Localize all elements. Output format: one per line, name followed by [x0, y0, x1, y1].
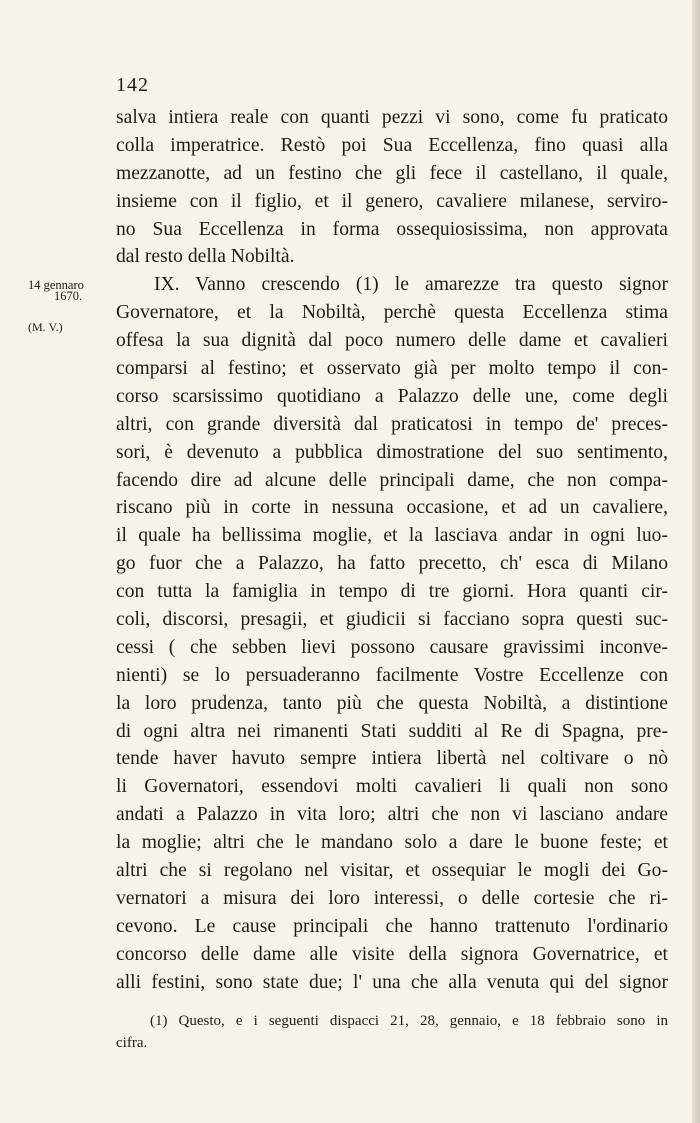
- margin-note: [28, 278, 112, 334]
- body-line: con tutta la famiglia in tempo di tre giorni. Hora quanti cir-: [116, 581, 668, 603]
- body-line: altri che si regolano nel visitar, et ossequiar le mogli dei Go-: [116, 860, 668, 882]
- body-line: cevono. Le cause principali che hanno trattenuto l'ordinario: [116, 915, 668, 937]
- body-line: andati a Palazzo in vita loro; altri che non vi lasciano andare: [116, 804, 668, 826]
- body-line: corso scarsissimo quotidiano a Palazzo delle une, come degli: [116, 385, 668, 407]
- body-line: go fuor che a Palazzo, ha fatto precetto, ch' esca di Milano: [116, 553, 668, 575]
- body-line: altri, con grande diversità dal praticatosi in tempo de' preces-: [116, 413, 668, 435]
- body-line: di ogni altra nei rimanenti Stati sudditi al Re di Spagna, pre-: [116, 720, 668, 742]
- body-line: no Sua Eccellenza in forma ossequiosissima, non approvata: [116, 218, 668, 240]
- body-line: mezzanotte, ad un festino che gli fece il castellano, il quale,: [116, 162, 668, 184]
- body-line: dal resto della Nobiltà.: [116, 246, 295, 268]
- page-number: 142: [116, 74, 149, 96]
- body-line: la loro prudenza, tanto più che questa Nobiltà, a distintione: [116, 692, 668, 714]
- page-edge: [692, 0, 700, 1123]
- body-line: riscano più in corte in nessuna occasione, et ad un cavaliere,: [116, 497, 668, 519]
- body-line: concorso delle dame alle visite della signora Governatrice, et: [116, 943, 668, 965]
- margin-note-year: 1670.: [54, 289, 83, 303]
- body-line: salva intiera reale con quanti pezzi vi sono, come fu praticato: [116, 107, 668, 128]
- body-line: facendo dire ad alcune delle principali dame, che non compa-: [116, 469, 668, 491]
- body-line: la moglie; altri che le mandano solo a dare le buone feste; et: [116, 832, 668, 854]
- footnote-line: (1) Questo, e i seguenti dispacci 21, 28, gennaio, e 18 febbraio sono in: [150, 1013, 668, 1029]
- body-line: sori, è devenuto a pubblica dimostratione del suo sentimento,: [116, 441, 668, 463]
- margin-note-date: 14 gennaro: [28, 278, 84, 292]
- margin-note-source: (M. V.): [28, 320, 63, 334]
- body-line: insieme con il figlio, et il genero, cavaliere milanese, serviro-: [116, 190, 668, 212]
- body-line: il quale ha bellissima moglie, et la lasciava andar in ogni luo-: [116, 525, 668, 547]
- body-line: alli festini, sono state due; l' una che alla venuta qui del signor: [116, 971, 668, 993]
- body-line: vernatori a misura dei loro interessi, o delle cortesie che ri-: [116, 887, 668, 909]
- body-line: offesa la sua dignità dal poco numero delle dame et cavalieri: [116, 330, 668, 352]
- body-line: comparsi al festino; et osservato già per molto tempo il con-: [116, 358, 668, 380]
- footnote-line: cifra.: [116, 1035, 148, 1051]
- body-line: coli, discorsi, presagii, et giudicii si facciano sopra questi suc-: [116, 609, 668, 631]
- body-line: nienti) se lo persuaderanno facilmente Vostre Eccellenze con: [116, 664, 668, 686]
- paragraph-start: IX. Vanno crescendo (1) le amarezze tra questo signor: [154, 274, 668, 296]
- body-line: cessi ( che sebben lievi possono causare gravissimi inconve-: [116, 636, 668, 658]
- body-line: tende haver havuto sempre intiera libertà nel coltivare o nò: [116, 748, 668, 770]
- body-line: colla imperatrice. Restò poi Sua Eccellenza, fino quasi alla: [116, 134, 668, 156]
- body-line: Governatore, et la Nobiltà, perchè questa Eccellenza stima: [116, 302, 668, 324]
- footnote: [116, 1010, 668, 1054]
- body-text: [116, 104, 668, 997]
- body-line: li Governatori, essendovi molti cavalieri li quali non sono: [116, 776, 668, 798]
